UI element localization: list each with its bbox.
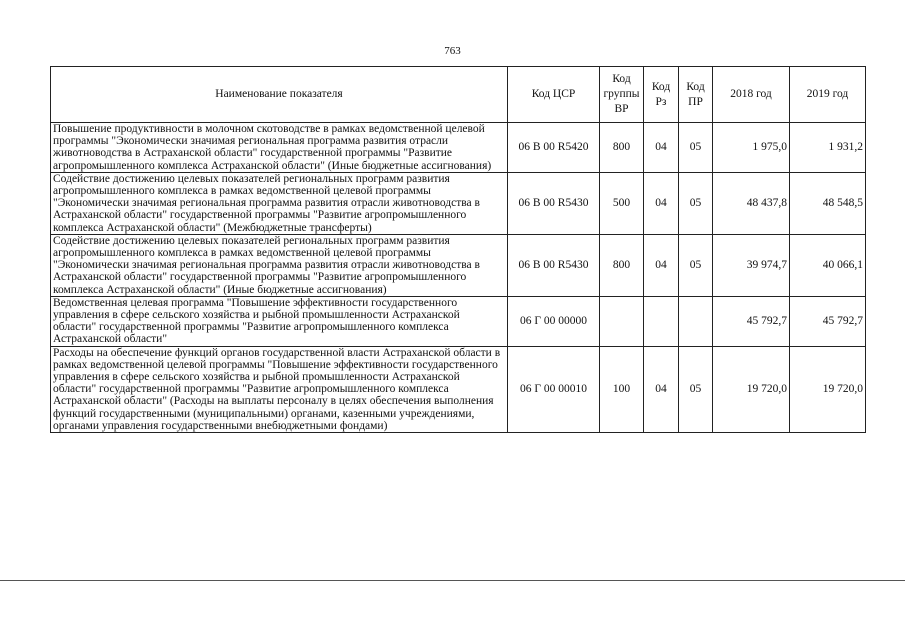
row-vr <box>600 296 644 346</box>
row-rz: 04 <box>644 123 679 173</box>
row-pr <box>679 296 713 346</box>
row-name: Повышение продуктивности в молочном скотоводстве в рамках ведомственной целевой программы "Экономически значимая региональная программа развития отрасли животноводства в Астраханской области" государственной программы "Развитие агропромышленного комплекса Астраханской области" (Иные бюджетные ассигнования) <box>51 123 508 173</box>
row-name: Содействие достижению целевых показателей региональных программ развития агропромышленного комплекса в рамках ведомственной целевой программы "Экономически значимая региональная программа развития отрасли животноводства в Астраханской области" государственной программы "Развитие агропромышленного комплекса Астраханской области" (Межбюджетные трансферты) <box>51 172 508 234</box>
header-2019: 2019 год <box>790 67 866 123</box>
row-2018: 1 975,0 <box>713 123 790 173</box>
row-pr: 05 <box>679 123 713 173</box>
row-name: Содействие достижению целевых показателей региональных программ развития агропромышленного комплекса в рамках ведомственной целевой программы "Экономически значимая региональная программа развития отрасли животноводства в Астраханской области" государственной программы "Развитие агропромышленного комплекса Астраханской области" (Иные бюджетные ассигнования) <box>51 234 508 296</box>
header-pr: Код ПР <box>679 67 713 123</box>
row-2018: 39 974,7 <box>713 234 790 296</box>
row-csr: 06 В 00 R5430 <box>508 234 600 296</box>
row-vr: 800 <box>600 123 644 173</box>
row-rz: 04 <box>644 172 679 234</box>
row-rz <box>644 296 679 346</box>
row-pr: 05 <box>679 172 713 234</box>
row-2019: 48 548,5 <box>790 172 866 234</box>
header-row <box>51 67 866 123</box>
header-csr: Код ЦСР <box>508 67 600 123</box>
row-2018: 45 792,7 <box>713 296 790 346</box>
row-rz: 04 <box>644 346 679 432</box>
header-rz: Код Рз <box>644 67 679 123</box>
page-number: 763 <box>444 45 461 57</box>
header-name: Наименование показателя <box>51 67 508 123</box>
row-2019: 45 792,7 <box>790 296 866 346</box>
page-bottom-divider <box>0 580 905 581</box>
row-vr: 500 <box>600 172 644 234</box>
row-csr: 06 Г 00 00010 <box>508 346 600 432</box>
table-row <box>51 234 866 296</box>
row-csr: 06 В 00 R5430 <box>508 172 600 234</box>
header-vr: Код группы ВР <box>600 67 644 123</box>
table-row <box>51 346 866 432</box>
table-row <box>51 172 866 234</box>
budget-table <box>50 66 866 433</box>
row-rz: 04 <box>644 234 679 296</box>
table-row <box>51 296 866 346</box>
row-2019: 1 931,2 <box>790 123 866 173</box>
table-row <box>51 123 866 173</box>
row-2018: 48 437,8 <box>713 172 790 234</box>
row-name: Ведомственная целевая программа "Повышение эффективности государственного управления в сфере сельского хозяйства и рыбной промышленности Астраханской области" государственной программы "Развитие агропромышленного комплекса Астраханской области" <box>51 296 508 346</box>
row-2018: 19 720,0 <box>713 346 790 432</box>
row-2019: 19 720,0 <box>790 346 866 432</box>
row-name: Расходы на обеспечение функций органов государственной власти Астраханской области в рамках ведомственной целевой программы "Повышение эффективности государственного управления в сфере сельского хозяйства и рыбной промышленности Астраханской области" государственной программы "Развитие агропромышленного комплекса Астраханской области" (Расходы на выплаты персоналу в целях обеспечения выполнения функций государственными (муниципальными) органами, казенными учреждениями, органами управления государственными внебюджетными фондами) <box>51 346 508 432</box>
row-2019: 40 066,1 <box>790 234 866 296</box>
row-pr: 05 <box>679 346 713 432</box>
row-csr: 06 Г 00 00000 <box>508 296 600 346</box>
row-pr: 05 <box>679 234 713 296</box>
row-vr: 800 <box>600 234 644 296</box>
row-csr: 06 В 00 R5420 <box>508 123 600 173</box>
row-vr: 100 <box>600 346 644 432</box>
header-2018: 2018 год <box>713 67 790 123</box>
